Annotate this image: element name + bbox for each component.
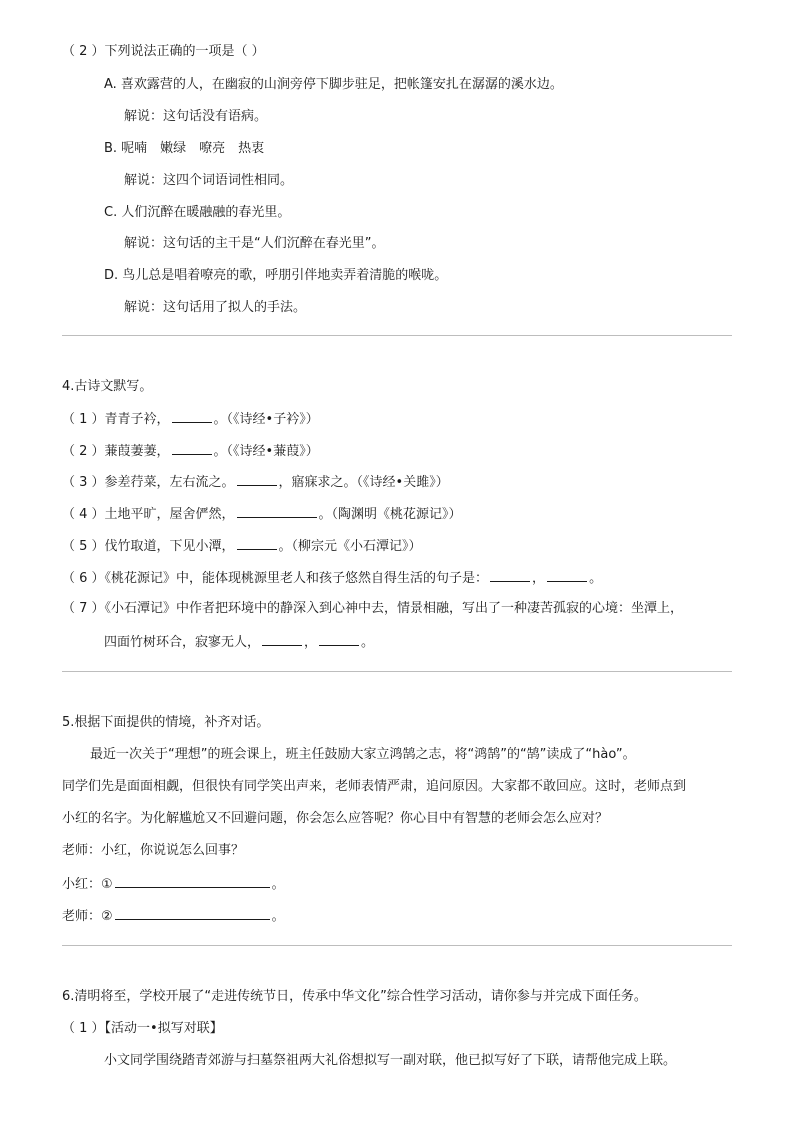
q3-option-a-note: 解说：这句话没有语病。 [124,109,268,124]
q3-option-d-note: 解说：这句话用了拟人的手法。 [124,300,307,315]
q3-option-b-note: 解说：这四个词语词性相同。 [124,173,294,188]
q4-item-6-mid: ， [532,571,546,586]
q4-item-6-before: （ 6 ）《桃花源记》中，能体现桃源里老人和孩子悠然自得生活的句子是： [62,571,489,586]
q3-option-b: B. 呢喃 嫩绿 嘹亮 热衷 [104,141,265,156]
q5-teacher-label: 老师：② [62,909,113,924]
answer-blank[interactable] [262,631,302,646]
answer-blank[interactable] [237,471,277,486]
q4-item-3-before: （ 3 ）参差荇菜，左右流之。 [62,475,235,490]
answer-blank[interactable] [237,503,317,518]
q4-item-5-after: 。（柳宗元《小石潭记》） [278,539,422,554]
q4-item-3-after: ，寤寐求之。（《诗经•关雎》） [278,475,449,490]
q3-option-d: D. 鸟儿总是唱着嘹亮的歌，呼朋引伴地卖弄着清脆的喉咙。 [104,268,448,283]
q4-item-7: （ 7 ）《小石潭记》中作者把环境中的静深入到心神中去，情景相融，写出了一种凄苦孤寂的心境：坐潭上， [62,601,684,616]
q5-end-punct: 。 [271,877,285,892]
q4-item-4 [62,503,462,525]
q4-item-4-after: 。（陶渊明《桃花源记》） [318,507,462,522]
q4-item-6 [62,567,602,589]
answer-blank[interactable] [172,440,212,455]
answer-blank[interactable] [547,567,587,582]
answer-blank[interactable] [237,535,277,550]
divider [62,945,732,946]
answer-blank[interactable] [319,631,359,646]
q6-para: 小文同学围绕踏青郊游与扫墓祭祖两大礼俗想拟写一副对联，他已拟写好了下联，请帮他完成上联。 [104,1053,677,1068]
q3-option-c-note: 解说：这句话的主干是“人们沉醉在春光里”。 [124,236,385,251]
divider [62,335,732,336]
q5-para-line-3: 小红的名字。为化解尴尬又不回避问题，你会怎么应答呢？你心目中有智慧的老师会怎么应对？ [62,811,609,826]
answer-blank[interactable] [115,905,270,920]
q4-item-3 [62,471,449,493]
q4-item-2 [62,440,319,462]
q5-end-punct: 。 [271,909,285,924]
q3-option-a: A. 喜欢露营的人，在幽寂的山涧旁停下脚步驻足，把帐篷安扎在潺潺的溪水边。 [104,77,563,92]
q4-item-5 [62,535,422,557]
q6-title: 6.清明将至，学校开展了“走进传统节日，传承中华文化”综合性学习活动，请你参与并完成下面任务。 [62,989,647,1004]
q4-item-6-after: 。 [589,571,603,586]
q4-item-7-cont-mid: ， [304,635,318,650]
q5-teacher-answer [62,905,285,927]
q5-xiaohong-label: 小红：① [62,877,113,892]
divider [62,671,732,672]
q4-item-7-cont-after: 。 [361,635,375,650]
answer-blank[interactable] [115,873,270,888]
q4-item-2-after: 。（《诗经•蒹葭》） [213,444,319,459]
q4-item-7-cont-before: 四面竹树环合，寂寥无人， [104,635,261,650]
answer-blank[interactable] [490,567,530,582]
q4-item-1-after: 。（《诗经•子衿》） [213,412,319,427]
q6-sub-heading: （ 1 ）【活动一•拟写对联】 [62,1021,223,1036]
answer-blank[interactable] [172,408,212,423]
q5-title: 5.根据下面提供的情境，补齐对话。 [62,715,270,730]
q4-item-7-continued [104,631,374,653]
q5-para-line-2: 同学们先是面面相觑，但很快有同学笑出声来，老师表情严肃，追问原因。大家都不敢回应。这时，老师点到 [62,779,687,794]
q4-item-2-before: （ 2 ）蒹葭萋萋， [62,444,170,459]
q4-item-1 [62,408,319,430]
q4-item-1-before: （ 1 ）青青子衿， [62,412,170,427]
q4-item-5-before: （ 5 ）伐竹取道，下见小潭， [62,539,235,554]
q4-title: 4.古诗文默写。 [62,379,153,394]
q5-xiaohong-answer [62,873,285,895]
q4-item-4-before: （ 4 ）土地平旷，屋舍俨然， [62,507,235,522]
q5-para-line-1: 最近一次关于“理想”的班会课上，班主任鼓励大家立鸿鹄之志，将“鸿鹄”的“鹄”读成了“hào”。 [90,747,636,762]
q5-teacher-question: 老师：小红，你说说怎么回事？ [62,843,245,858]
q3-stem: （ 2 ）下列说法正确的一项是（ ） [62,44,265,59]
q3-option-c: C. 人们沉醉在暖融融的春光里。 [104,205,291,220]
